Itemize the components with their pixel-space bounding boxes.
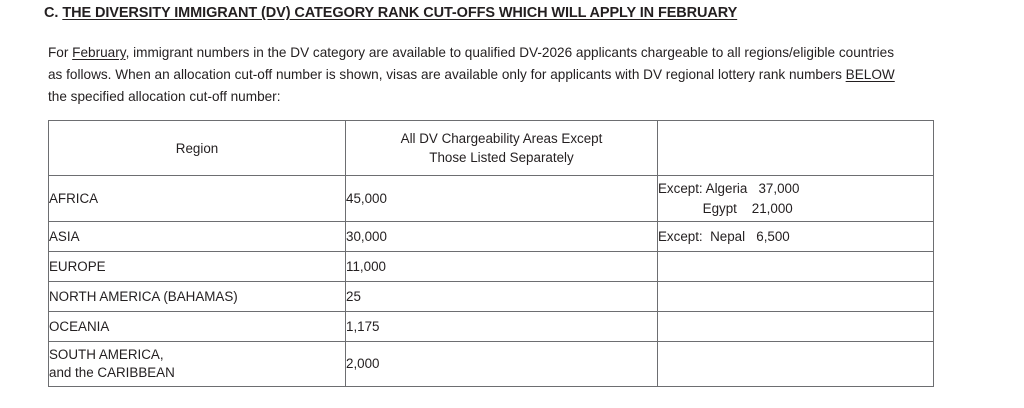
cell-region: NORTH AMERICA (BAHAMAS) xyxy=(49,282,346,312)
table-row xyxy=(49,342,934,387)
paragraph-month: February xyxy=(72,45,126,60)
cell-region: OCEANIA xyxy=(49,312,346,342)
column-header-exceptions xyxy=(658,121,934,176)
exception-line: Egypt 21,000 xyxy=(658,200,793,216)
cell-exceptions xyxy=(658,252,934,282)
section-heading xyxy=(44,5,737,21)
cell-exceptions xyxy=(658,176,934,222)
section-letter: C. xyxy=(44,5,59,21)
table-body xyxy=(49,176,934,387)
cell-cutoff: 30,000 xyxy=(346,222,658,252)
cell-region: ASIA xyxy=(49,222,346,252)
column-header-region: Region xyxy=(49,121,346,176)
cell-exceptions xyxy=(658,282,934,312)
cell-region: EUROPE xyxy=(49,252,346,282)
dv-cutoff-table xyxy=(48,120,934,387)
paragraph-part-1: For xyxy=(48,45,73,60)
cell-region-line2: and the CARIBBEAN xyxy=(49,365,175,380)
cell-cutoff: 1,175 xyxy=(346,312,658,342)
cell-region xyxy=(49,342,346,387)
table-row xyxy=(49,222,934,252)
cell-cutoff: 25 xyxy=(346,282,658,312)
cell-cutoff: 2,000 xyxy=(346,342,658,387)
table-row xyxy=(49,282,934,312)
cell-region: AFRICA xyxy=(49,176,346,222)
cell-cutoff: 45,000 xyxy=(346,176,658,222)
section-paragraph xyxy=(48,42,908,108)
table-header-row xyxy=(49,121,934,176)
table-row xyxy=(49,176,934,222)
table-header xyxy=(49,121,934,176)
exception-line: Except: Algeria 37,000 xyxy=(658,180,800,196)
column-header-areas xyxy=(346,121,658,176)
cell-exceptions xyxy=(658,312,934,342)
dv-cutoff-table-wrapper xyxy=(48,120,933,387)
section-title: THE DIVERSITY IMMIGRANT (DV) CATEGORY RANK CUT-OFFS WHICH WILL APPLY IN FEBRUARY xyxy=(62,5,738,21)
cell-exceptions xyxy=(658,342,934,387)
cell-exceptions xyxy=(658,222,934,252)
cell-cutoff: 11,000 xyxy=(346,252,658,282)
column-header-areas-line2: Those Listed Separately xyxy=(429,150,574,165)
paragraph-below-emphasis: BELOW xyxy=(845,67,895,82)
column-header-areas-line1: All DV Chargeability Areas Except xyxy=(400,131,603,146)
exception-line: Except: Nepal 6,500 xyxy=(658,228,790,244)
table-row xyxy=(49,252,934,282)
paragraph-part-2: , immigrant numbers in the DV category are available to qualified DV-2026 applicants chargeable to all regions/eligible countries as follows. When an allocation cut-off number is shown, visas are available only for applicants with DV regional lottery rank numbers xyxy=(48,45,895,82)
cell-region-line1: SOUTH AMERICA, xyxy=(49,347,164,362)
table-row xyxy=(49,312,934,342)
paragraph-part-3: the specified allocation cut-off number: xyxy=(48,89,281,104)
